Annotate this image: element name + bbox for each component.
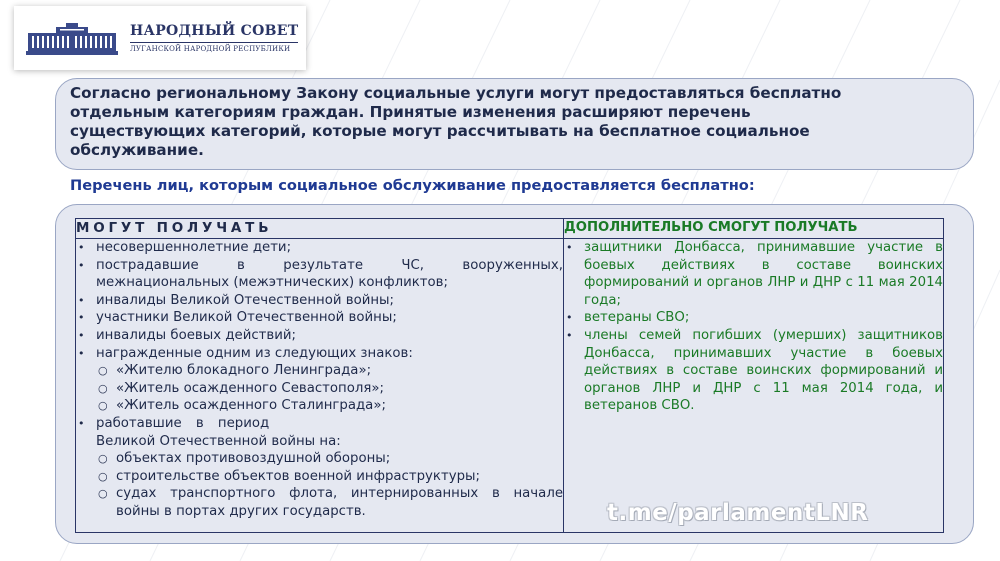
- bullet-icon: •: [566, 311, 573, 325]
- logo-subtitle: ЛУГАНСКОЙ НАРОДНОЙ РЕСПУБЛИКИ: [130, 42, 298, 53]
- left-sublist-objects: [76, 450, 563, 520]
- sub-list-item: ○ «Жителю блокадного Ленинграда»;: [98, 363, 372, 379]
- list-item: • инвалиды боевых действий;: [78, 327, 296, 343]
- left-list-worked: [76, 415, 563, 450]
- categories-table: [75, 218, 944, 533]
- list-item: • участники Великой Отечественной войны;: [78, 310, 397, 326]
- bullet-icon: •: [566, 241, 573, 254]
- logo-title: НАРОДНЫЙ СОВЕТ: [130, 23, 299, 39]
- left-list: [76, 239, 563, 362]
- list-item: • работавшие в период Великой Отечественной войны на:: [78, 415, 341, 449]
- list-item: • инвалиды Великой Отечественной войны;: [78, 292, 395, 308]
- left-sublist-badges: [76, 362, 563, 415]
- list-item: • члены семей погибших (умерших) защитников Донбасса, принимавших участие в боевых действиях в составе воинских формирований и органов ЛНР и ДНР с 11 мая 2014 года, и ветеранов СВО.: [566, 327, 943, 414]
- bullet-icon: •: [78, 293, 85, 307]
- list-item: • пострадавшие в результате ЧС, вооруженных, межнациональных (межэтнических) конфликтов;: [78, 257, 563, 291]
- logo-text: [130, 23, 298, 53]
- list-item: • награжденные одним из следующих знаков:: [78, 345, 413, 361]
- bullet-icon: •: [78, 311, 85, 325]
- intro-line: существующих категорий, которые могут рассчитывать на бесплатное социальное: [70, 122, 810, 140]
- sub-list-item: ○ «Житель осажденного Сталинграда»;: [98, 398, 386, 414]
- right-column-header: ДОПОЛНИТЕЛЬНО СМОГУТ ПОЛУЧАТЬ: [564, 219, 944, 239]
- circle-bullet-icon: ○: [98, 487, 108, 501]
- bullet-icon: •: [78, 416, 85, 430]
- circle-bullet-icon: ○: [98, 381, 108, 395]
- list-item: • ветераны СВО;: [566, 310, 690, 326]
- left-column-header: МОГУТ ПОЛУЧАТЬ: [76, 219, 564, 239]
- intro-line: обслуживание.: [70, 141, 204, 159]
- circle-bullet-icon: ○: [98, 469, 108, 483]
- circle-bullet-icon: ○: [98, 452, 108, 466]
- left-column-cell: [76, 239, 564, 533]
- bullet-icon: •: [78, 241, 85, 254]
- list-title: Перечень лиц, которым социальное обслуживание предоставляется бесплатно:: [70, 177, 755, 194]
- intro-line: Согласно региональному Закону социальные услуги могут предоставляться бесплатно: [70, 84, 842, 102]
- sub-list-item: ○ строительстве объектов военной инфраструктуры;: [98, 468, 480, 484]
- circle-bullet-icon: ○: [98, 399, 108, 413]
- sub-list-item: ○ судах транспортного флота, интернированных в начале войны в портах других государств.: [98, 486, 563, 519]
- watermark: t.me/parlamentLNR: [607, 500, 869, 526]
- intro-text: [70, 84, 950, 160]
- sub-list-item: ○ «Житель осажденного Севастополя»;: [98, 380, 384, 396]
- intro-line: отдельным категориям граждан. Принятые изменения расширяют перечень: [70, 103, 751, 121]
- right-list: [564, 239, 943, 415]
- parliament-building-icon: [26, 21, 118, 55]
- right-column-cell: [564, 239, 944, 533]
- logo-card: [14, 6, 306, 70]
- bullet-icon: •: [78, 346, 85, 360]
- bullet-icon: •: [78, 258, 85, 272]
- list-item: • защитники Донбасса, принимавшие участие в боевых действиях в составе воинских формирований и органов ЛНР и ДНР с 11 мая 2014 года;: [566, 240, 943, 308]
- circle-bullet-icon: ○: [98, 364, 108, 378]
- bullet-icon: •: [78, 328, 85, 342]
- list-item: • несовершеннолетние дети;: [78, 240, 292, 255]
- bullet-icon: •: [566, 328, 573, 342]
- sub-list-item: ○ объектах противовоздушной обороны;: [98, 451, 391, 467]
